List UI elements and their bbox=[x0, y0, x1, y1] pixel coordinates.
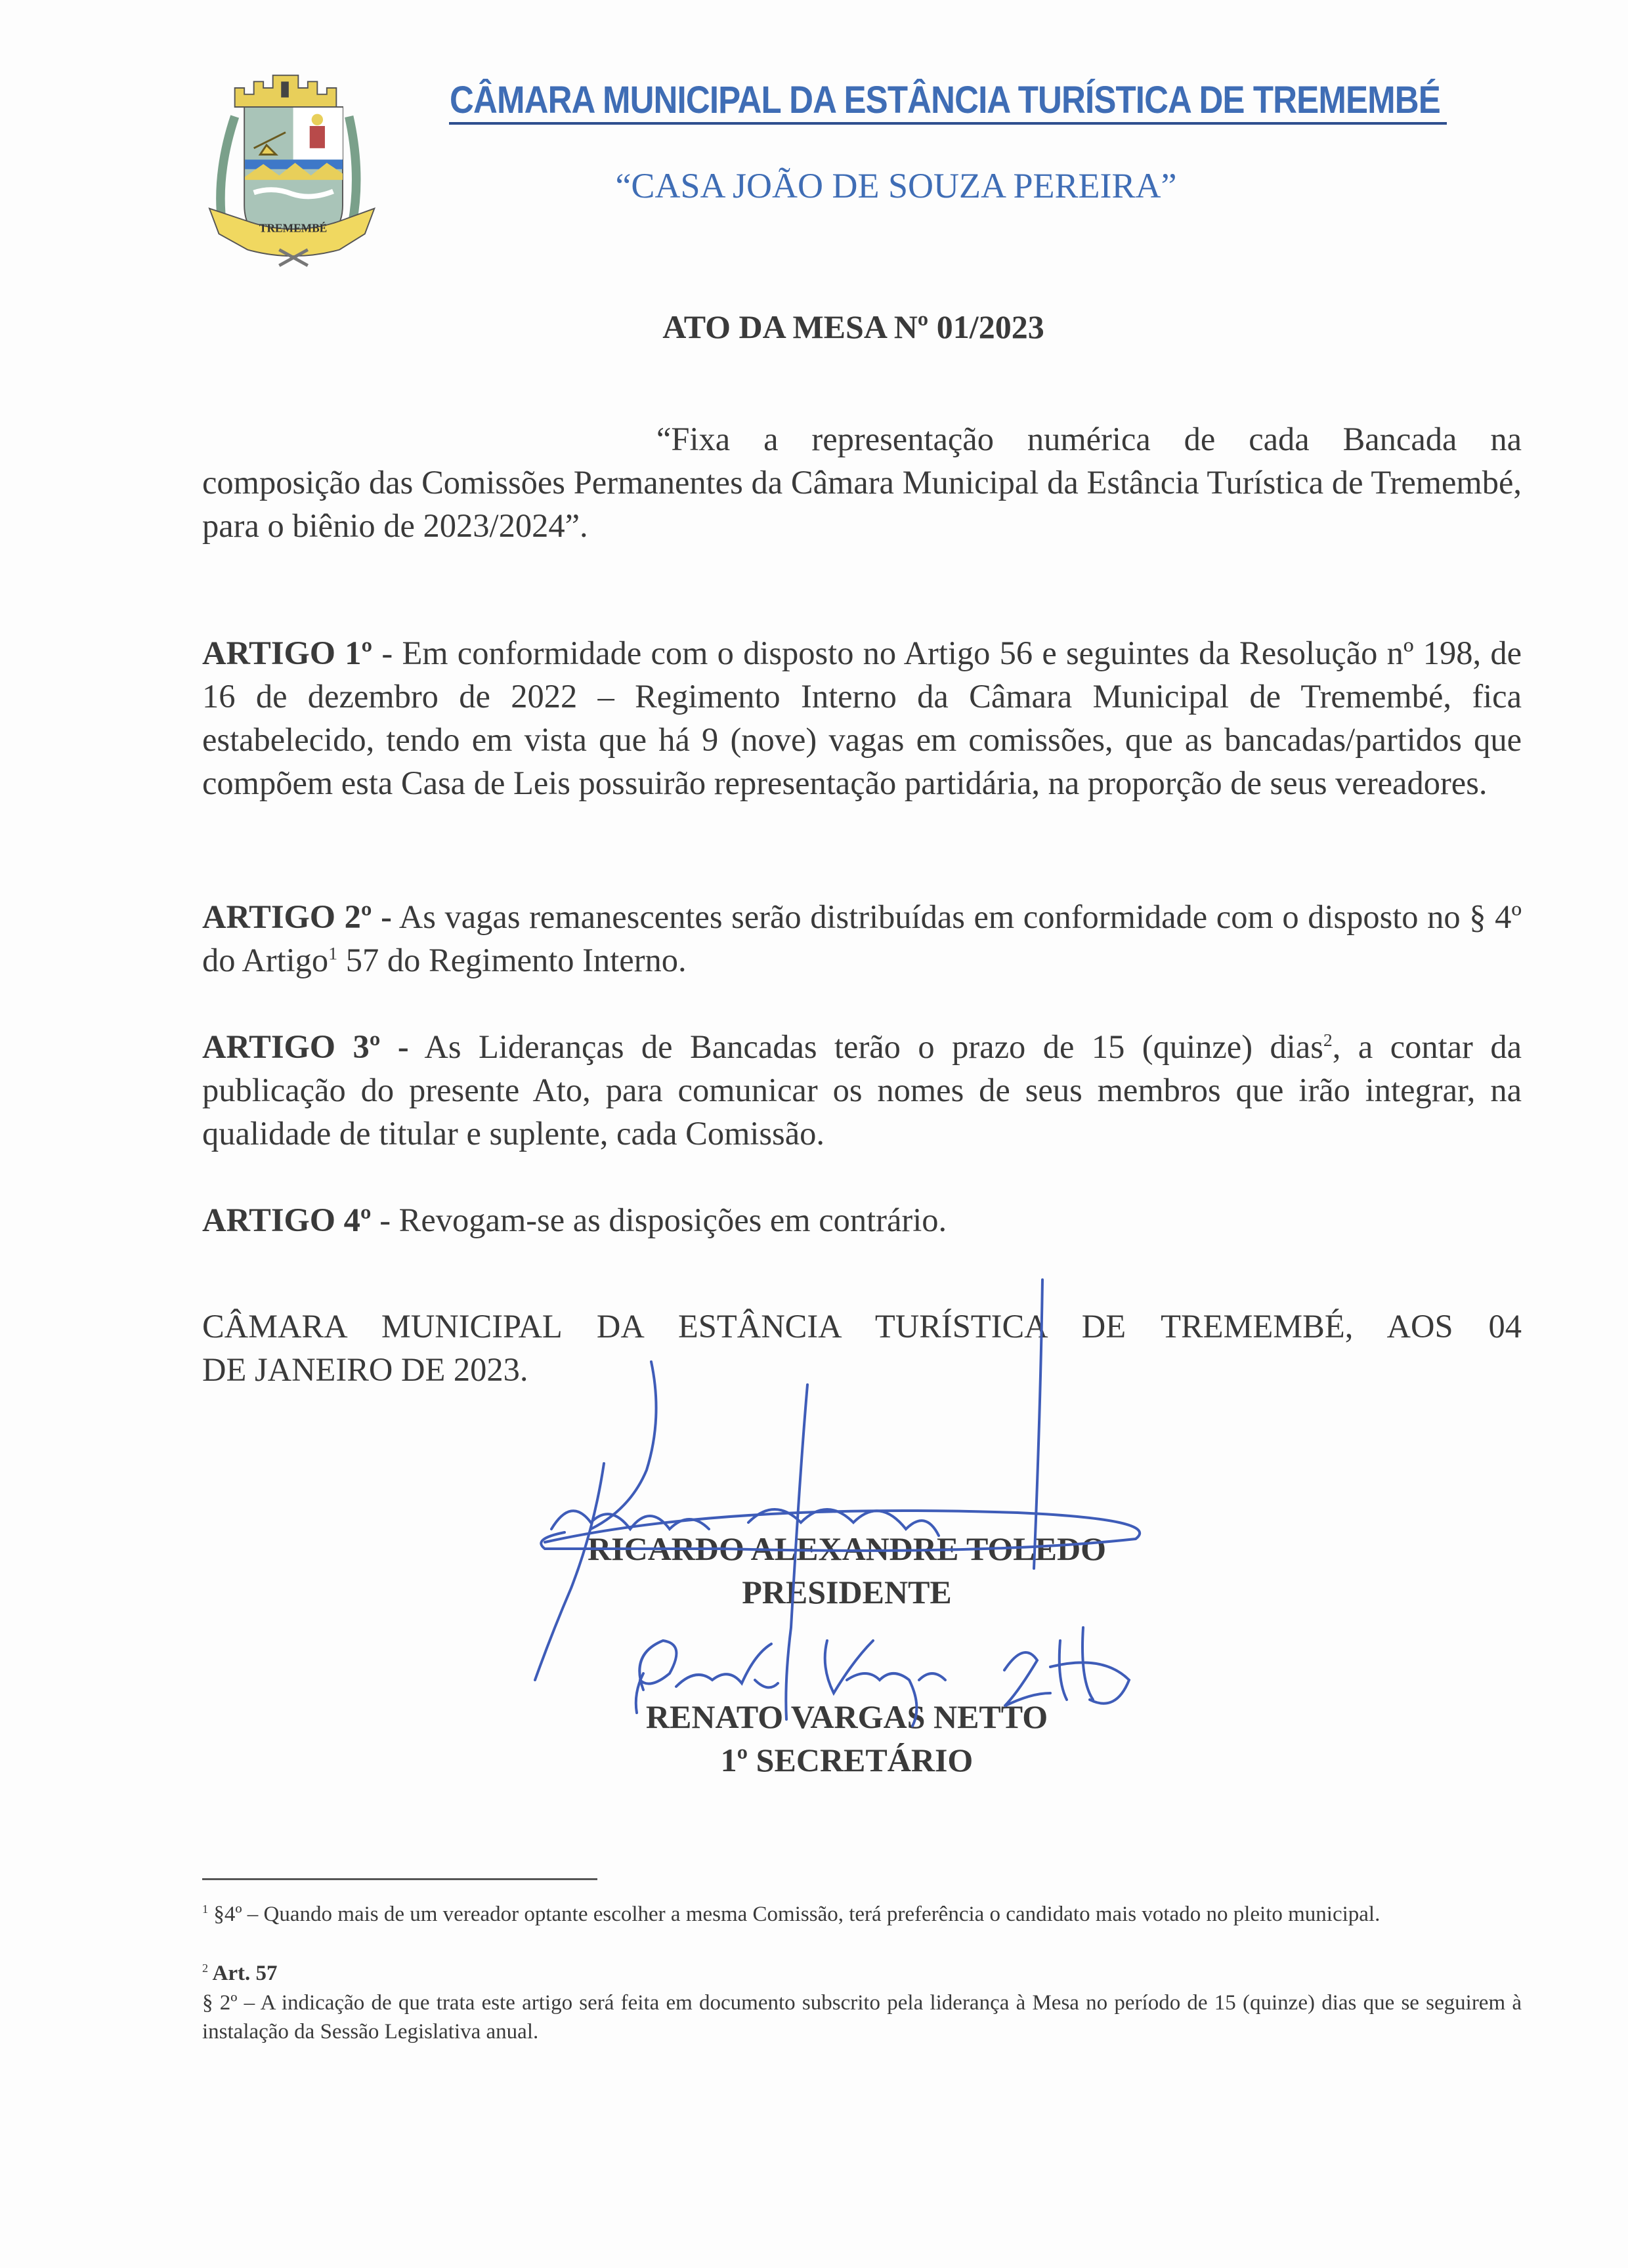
ementa-continuation: composição das Comissões Permanentes da Câmara Municipal da Estância Turística de Tremembé, para o biênio de 2023/2024”. bbox=[202, 464, 1522, 544]
organization-subtitle: “CASA JOÃO DE SOUZA PEREIRA” bbox=[615, 166, 1177, 205]
footnote-1 bbox=[202, 1900, 1522, 1929]
signatory-1-role: PRESIDENTE bbox=[742, 1574, 952, 1610]
municipal-coat-of-arms-icon bbox=[190, 59, 381, 269]
svg-text:TREMEMBÉ: TREMEMBÉ bbox=[259, 221, 328, 235]
article-1 bbox=[202, 631, 1522, 805]
footnote-2-article: Art. 57 bbox=[208, 1962, 278, 1985]
footnote-ref-1[interactable]: 1 bbox=[328, 944, 338, 965]
signatory-2-role: 1º SECRETÁRIO bbox=[720, 1742, 974, 1778]
closing-line-2: DE JANEIRO DE 2023. bbox=[202, 1351, 528, 1388]
article-2-text: As vagas remanescentes serão distribuídas em conformidade com o disposto no § 4º do Artigo bbox=[202, 898, 1522, 978]
ementa-first-line: “Fixa a representação numérica de cada Bancada na bbox=[656, 421, 1522, 457]
article-1-text: - Em conformidade com o disposto no Artigo 56 e seguintes da Resolução nº 198, de 16 de dezembro de 2022 – Regimento Interno da Câmara Municipal de Tremembé, fica estabelecido, tendo em vista que há 9 (nove) vagas em comissões, que as bancadas/partidos que compõem esta Casa de Leis possuirão representação partidária, na proporção de seus vereadores. bbox=[202, 635, 1522, 801]
article-3-label: ARTIGO 3º - bbox=[202, 1028, 409, 1065]
organization-name: CÂMARA MUNICIPAL DA ESTÂNCIA TURÍSTICA DE TREMEMBÉ bbox=[450, 79, 1440, 121]
footnote-separator bbox=[202, 1878, 597, 1880]
article-3-text: As Lideranças de Bancadas terão o prazo de 15 (quinze) dias bbox=[408, 1028, 1323, 1065]
signatory-2-name: RENATO VARGAS NETTO bbox=[645, 1698, 1048, 1735]
article-4-label: ARTIGO 4º bbox=[202, 1202, 372, 1238]
footnote-1-marker: 1 bbox=[202, 1902, 209, 1916]
footnote-1-text: §4º – Quando mais de um vereador optante escolher a mesma Comissão, terá preferência o candidato mais votado no pleito municipal. bbox=[208, 1902, 1381, 1926]
article-2-label: ARTIGO 2º - bbox=[202, 898, 392, 935]
article-3 bbox=[202, 1025, 1522, 1155]
article-2-text-end: 57 do Regimento Interno. bbox=[337, 942, 687, 978]
closing-line-1: CÂMARA MUNICIPAL DA ESTÂNCIA TURÍSTICA DE TREMEMBÉ, AOS 04 bbox=[202, 1308, 1522, 1345]
article-3-text-end: , a contar da publicação do presente Ato, para comunicar os nomes de seus membros que irão integrar, na qualidade de titular e suplente, cada Comissão. bbox=[202, 1028, 1522, 1152]
footnote-ref-2[interactable]: 2 bbox=[1323, 1030, 1333, 1051]
closing-statement bbox=[202, 1305, 1522, 1391]
article-1-label: ARTIGO 1º bbox=[202, 635, 373, 671]
act-title: ATO DA MESA Nº 01/2023 bbox=[662, 308, 1044, 345]
article-2 bbox=[202, 895, 1522, 982]
signatory-1-name: RICARDO ALEXANDRE TOLEDO bbox=[588, 1530, 1106, 1567]
footnote-2-marker: 2 bbox=[202, 1962, 209, 1975]
footnote-2-text: § 2º – A indicação de que trata este artigo será feita em documento subscrito pela liderança à Mesa no período de 15 (quinze) dias que se seguirem à instalação da Sessão Legislativa anual. bbox=[202, 1991, 1522, 2044]
header-underline bbox=[449, 122, 1447, 125]
article-4 bbox=[202, 1198, 1522, 1242]
article-4-text: - Revogam-se as disposições em contrário. bbox=[371, 1202, 947, 1238]
footnote-2-heading bbox=[202, 1959, 1522, 1988]
